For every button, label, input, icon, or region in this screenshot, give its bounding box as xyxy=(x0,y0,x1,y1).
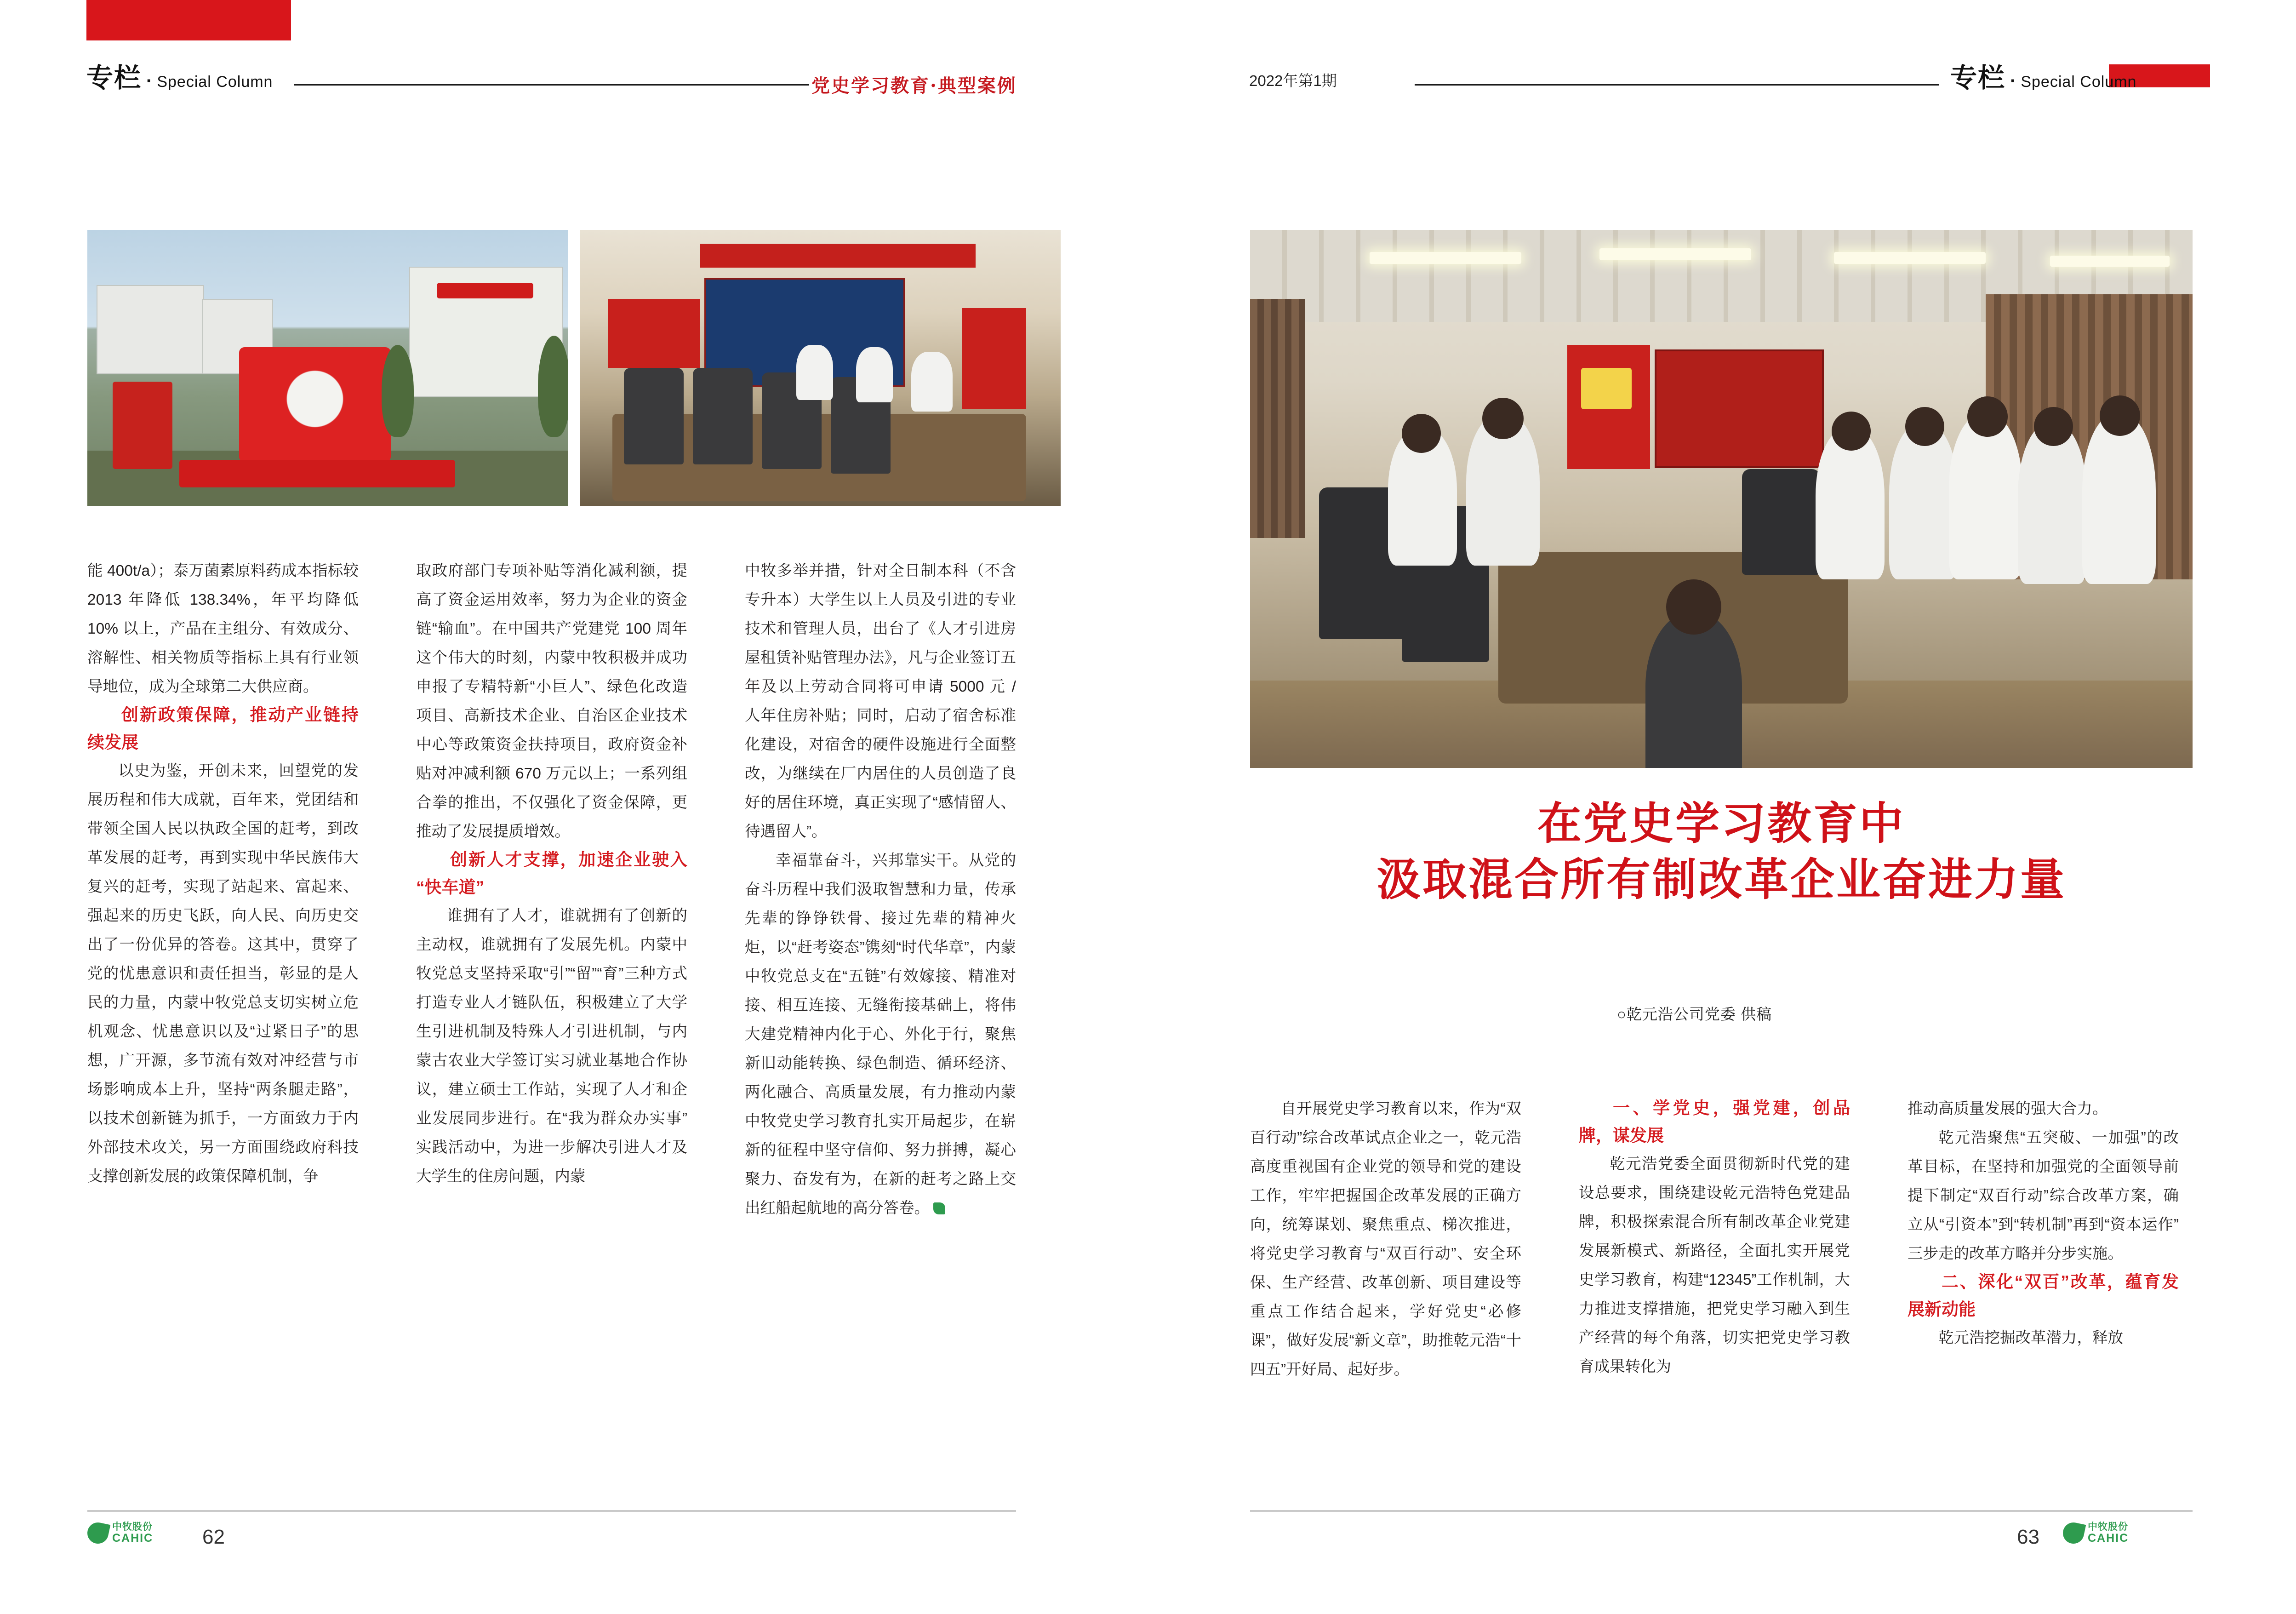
left-column-label-en: Special Column xyxy=(157,73,273,91)
paragraph: 以史为鉴，开创未来，回望党的发展历程和伟大成就，百年来，党团结和带领全国人民以执政全国的赶考，到改革发展的赶考，再到实现中华民族伟大复兴的赶考，实现了站起来、富起来、强起来的历史飞跃，向人民、向历史交出了一份优异的答卷。这其中，贯穿了党的忧患意识和责任担当，彰显的是人民的力量，内蒙中牧党总支切实树立危机观念、忧患意识以及“过紧日子”的思想，广开源，多节流有效对冲经营与市场影响成本上升，坚持“两条腿走路”，以技术创新链为抓手，一方面致力于内外部技术攻关，另一方面围绕政府科技支撑创新发展的政策保障机制，争 xyxy=(87,762,359,1185)
paragraph: 乾元浩挖掘改革潜力，释放 xyxy=(1938,1329,2123,1346)
right-column-2 xyxy=(1579,1094,1850,1513)
logo-text-en: CAHIC xyxy=(2088,1532,2129,1545)
byline: ○乾元浩公司党委 供稿 xyxy=(1617,1006,1772,1023)
left-column-label-cn: 专栏 xyxy=(86,63,142,93)
right-column-label-en: Special Column xyxy=(2021,73,2137,91)
paragraph: 乾元浩聚焦“五突破、一加强”的改革目标，在坚持和加强党的全面领导前提下制定“双百行动”综合改革方案，确立从“引资本”到“转机制”再到“资本运作”三步走的改革方略并分步实施。 xyxy=(1908,1129,2179,1262)
left-running-title: 党史学习教育·典型案例 xyxy=(811,75,1017,97)
feature-title xyxy=(1250,796,2193,908)
left-page-number: 62 xyxy=(202,1526,225,1548)
logo-text-en: CAHIC xyxy=(112,1532,154,1545)
paragraph xyxy=(745,846,1016,1223)
paragraph: 乾元浩党委全面贯彻新时代党的建设总要求，围绕建设乾元浩特色党建品牌，积极探索混合所有制改革企业党建发展新模式、新路径，全面扎实开展党史学习教育，构建“12345”工作机制，大力推进支撑措施，把党史学习融入到生产经营的每个角落，切实把党史学习教育成果转化为 xyxy=(1579,1156,1850,1375)
issue-label: 2022年第1期 xyxy=(1249,72,1337,89)
paragraph-text: 幸福靠奋斗，兴邦靠实干。从党的奋斗历程中我们汲取智慧和力量，传承先辈的铮铮铁骨、接过先辈的精神火炬，以“赶考姿态”镌刻“时代华章”，内蒙中牧党总支在“五链”有效嫁接、精准对接、相互连接、无缝衔接基础上，将伟大建党精神内化于心、外化于行，聚焦新旧动能转换、绿色制造、循环经济、两化融合、高质量发展，有力推动内蒙中牧党史学习教育扎实开局起步，在崭新的征程中坚守信仰、努力拼搏，凝心聚力、奋发有为，在新的赶考之路上交出红船起航地的高分答卷。 xyxy=(745,852,1016,1217)
feature-title-line1: 在党史学习教育中 xyxy=(1537,798,1905,849)
right-column-1 xyxy=(1250,1094,1521,1513)
subheading: 创新政策保障，推动产业链持续发展 xyxy=(87,705,359,752)
subheading: 创新人才支撑，加速企业驶入“快车道” xyxy=(416,850,687,897)
subheading: 一、学党史，强党建，创品牌，谋发展 xyxy=(1579,1099,1850,1145)
paragraph: 谁拥有了人才，谁就拥有了创新的主动权，谁就拥有了发展先机。内蒙中牧党总支坚持采取“引”“留”“育”三种方式打造专业人才链队伍，积极建立了大学生引进机制及特殊人才引进机制，与内蒙古农业大学签订实习就业基地合作协议，建立硕士工作站，实现了人才和企业发展同步进行。在“我为群众办实事”实践活动中，为进一步解决引进人才及大学生的住房问题，内蒙 xyxy=(416,907,687,1185)
feature-title-line2: 汲取混合所有制改革企业奋进力量 xyxy=(1376,854,2066,905)
logo-text-cn: 中牧股份 xyxy=(2088,1522,2128,1532)
right-column-label xyxy=(1950,56,2136,95)
leaf-icon xyxy=(86,1521,111,1546)
left-header-rule xyxy=(294,84,809,86)
left-column-3 xyxy=(745,556,1016,1513)
left-header-red-block xyxy=(86,0,291,40)
leaf-icon xyxy=(2061,1521,2086,1546)
party-oath-meeting-photo xyxy=(1250,230,2193,768)
subheading: 二、深化“双百”改革，蕴育发展新动能 xyxy=(1908,1272,2179,1319)
right-column-label-dot: · xyxy=(2010,71,2016,91)
right-footer-logo xyxy=(2063,1522,2129,1544)
left-footer-logo xyxy=(87,1522,153,1544)
left-column-1 xyxy=(87,556,359,1513)
factory-entrance-photo xyxy=(87,230,568,506)
paragraph: 中牧多举并措，针对全日制本科（不含专升本）大学生以上人员及引进的专业技术和管理人员，出台了《人才引进房屋租赁补贴管理办法》，凡与企业签订五年及以上劳动合同将可申请 5000 元 / 人年住房补贴；同时，启动了宿舍标准化建设，对宿舍的硬件设施进行全面整改，为继续在厂内居住的人员创造了良好的居住环境，真正实现了“感情留人、待遇留人”。 xyxy=(745,562,1016,840)
paragraph: 能 400t/a）；泰万菌素原料药成本指标较 2013 年降低 138.34%，年平均降低 10% 以上，产品在主组分、有效成分、溶解性、相关物质等指标上具有行业领导地位，成为全球第二大供应商。 xyxy=(87,562,359,695)
end-mark-icon xyxy=(933,1202,945,1214)
meeting-training-photo xyxy=(580,230,1061,506)
left-column-label-dot: · xyxy=(146,71,153,91)
right-page-number: 63 xyxy=(2017,1526,2039,1548)
paragraph: 自开展党史学习教育以来，作为“双百行动”综合改革试点企业之一，乾元浩高度重视国有企业党的领导和党的建设工作，牢牢把握国企改革发展的正确方向，统筹谋划、聚焦重点、梯次推进，将党史学习教育与“双百行动”、安全环保、生产经营、改革创新、项目建设等重点工作结合起来，学好党史“必修课”，做好发展“新文章”，助推乾元浩“十四五”开好局、起好步。 xyxy=(1250,1100,1521,1378)
right-page xyxy=(1148,0,2296,1614)
logo-text-cn: 中牧股份 xyxy=(112,1522,153,1532)
paragraph: 推动高质量发展的强大合力。 xyxy=(1908,1100,2108,1117)
left-column-2 xyxy=(416,556,687,1513)
right-column-3 xyxy=(1908,1094,2179,1513)
paragraph: 取政府部门专项补贴等消化减利额，提高了资金运用效率，努力为企业的资金链“输血”。在中国共产党建党 100 周年这个伟大的时刻，内蒙中牧积极并成功申报了专精特新“小巨人”、绿色化改造项目、高新技术企业、自治区企业技术中心等政策资金扶持项目，政府资金补贴对冲减利额 670 万元以上；一系列组合拳的推出，不仅强化了资金保障，更推动了发展提质增效。 xyxy=(416,562,687,840)
right-column-label-cn: 专栏 xyxy=(1950,63,2006,93)
left-column-label xyxy=(86,56,273,95)
right-header-rule xyxy=(1415,84,1939,86)
